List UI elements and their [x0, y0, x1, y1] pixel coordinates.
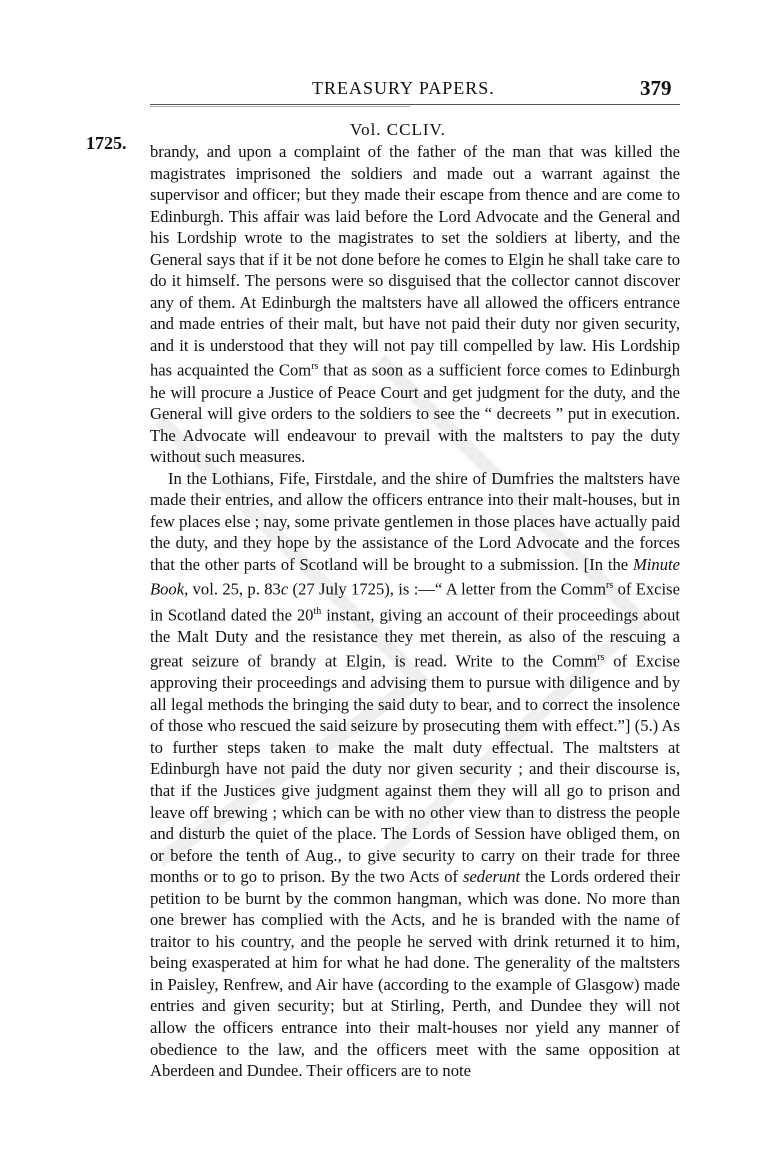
paragraph: In the Lothians, Fife, Firstdale, and the shire of Dumfries the maltsters have made their entries, and allow the officers entrance into their malt-houses, but in few places else ; nay, some private gentlemen in those places have actually paid the duty, and they hope by the assistance of the Lord Advocate and the forces that the other parts of Scotland will be brought to a submission. [In the Minute Book, vol. 25, p. 83c (27 July 1725), is :—“ A letter from the Comm$^{rs}$ of Excise in Scotland dated the 20th instant, giving an account of their proceedings about the Malt Duty and the resistance they met therein, as also of the rescuing a great seizure of brandy at Elgin, is read. Write to the Comm$^{rs}$ of Excise approving their proceedings and advising them to pursue with diligence and by all legal methods the bringing the said duty to bear, and to correct the insolence of those who rescued the said seizure by prosecuting them with effect.”] (5.) As to further steps taken to make the malt duty effectual. The maltsters at Edinburgh have not paid the duty nor given security ; and their discourse is, that if the Justices give judgment against them they will all go to prison and leave off brewing ; which can be with no other view than to distress the people and disturb the quiet of the place. The Lords of Session have obliged them, on or before the tenth of Aug., to give security to carry on their trade for three months or to go to prison. By the two Acts of sederunt the Lords ordered their petition to be burnt by the common hangman, which was done. No more than one brewer has complied with the Acts, and he is branded with the name of traitor to his country, and the people he served with drink returned it to him, being exasperated at him for what he had done. The generality of the maltsters in Paisley, Renfrew, and Air have (according to the example of Glasgow) made entries and given security; but at Stirling, Perth, and Dundee they will not allow the officers entrance into their malt-houses nor yield any manner of obedience to the law, and the officers meet with the same opposition at Aberdeen and Dundee. Their officers are to note	[150, 468, 680, 1081]
page-number: 379	[640, 76, 672, 100]
body-text	[150, 141, 680, 1082]
running-title: TREASURY PAPERS.	[312, 78, 495, 98]
paragraph: brandy, and upon a complaint of the father of the man that was killed the magistrates imprisoned the soldiers and made out a warrant against the supervisor and officer; but they made their escape from thence and are come to Edinburgh. This affair was laid before the Lord Advocate and the General and his Lordship wrote to the magistrates to set the soldiers at liberty, and the General says that if it be not done before he comes to Elgin he shall take care to do it himself. The persons were so disguised that the collector cannot discover any of them. At Edinburgh the maltsters have all allowed the officers entrance and made entries of their malt, but have not paid their duty nor given security, and it is understood that they will not pay till compelled by law. His Lordship has acquainted the Com$^{rs}$ that as soon as a sufficient force comes to Edinburgh he will procure a Justice of Peace Court and get judgment for the duty, and the General will give orders to the soldiers to see the “ decreets ” put in execution. The Advocate will endeavour to prevail with the maltsters to pay the duty without such measures.	[150, 142, 680, 467]
volume-heading: Vol. CCLIV.	[350, 120, 446, 139]
header-rule-secondary	[150, 106, 410, 107]
header-rule	[150, 104, 680, 105]
margin-year: 1725.	[86, 133, 127, 153]
